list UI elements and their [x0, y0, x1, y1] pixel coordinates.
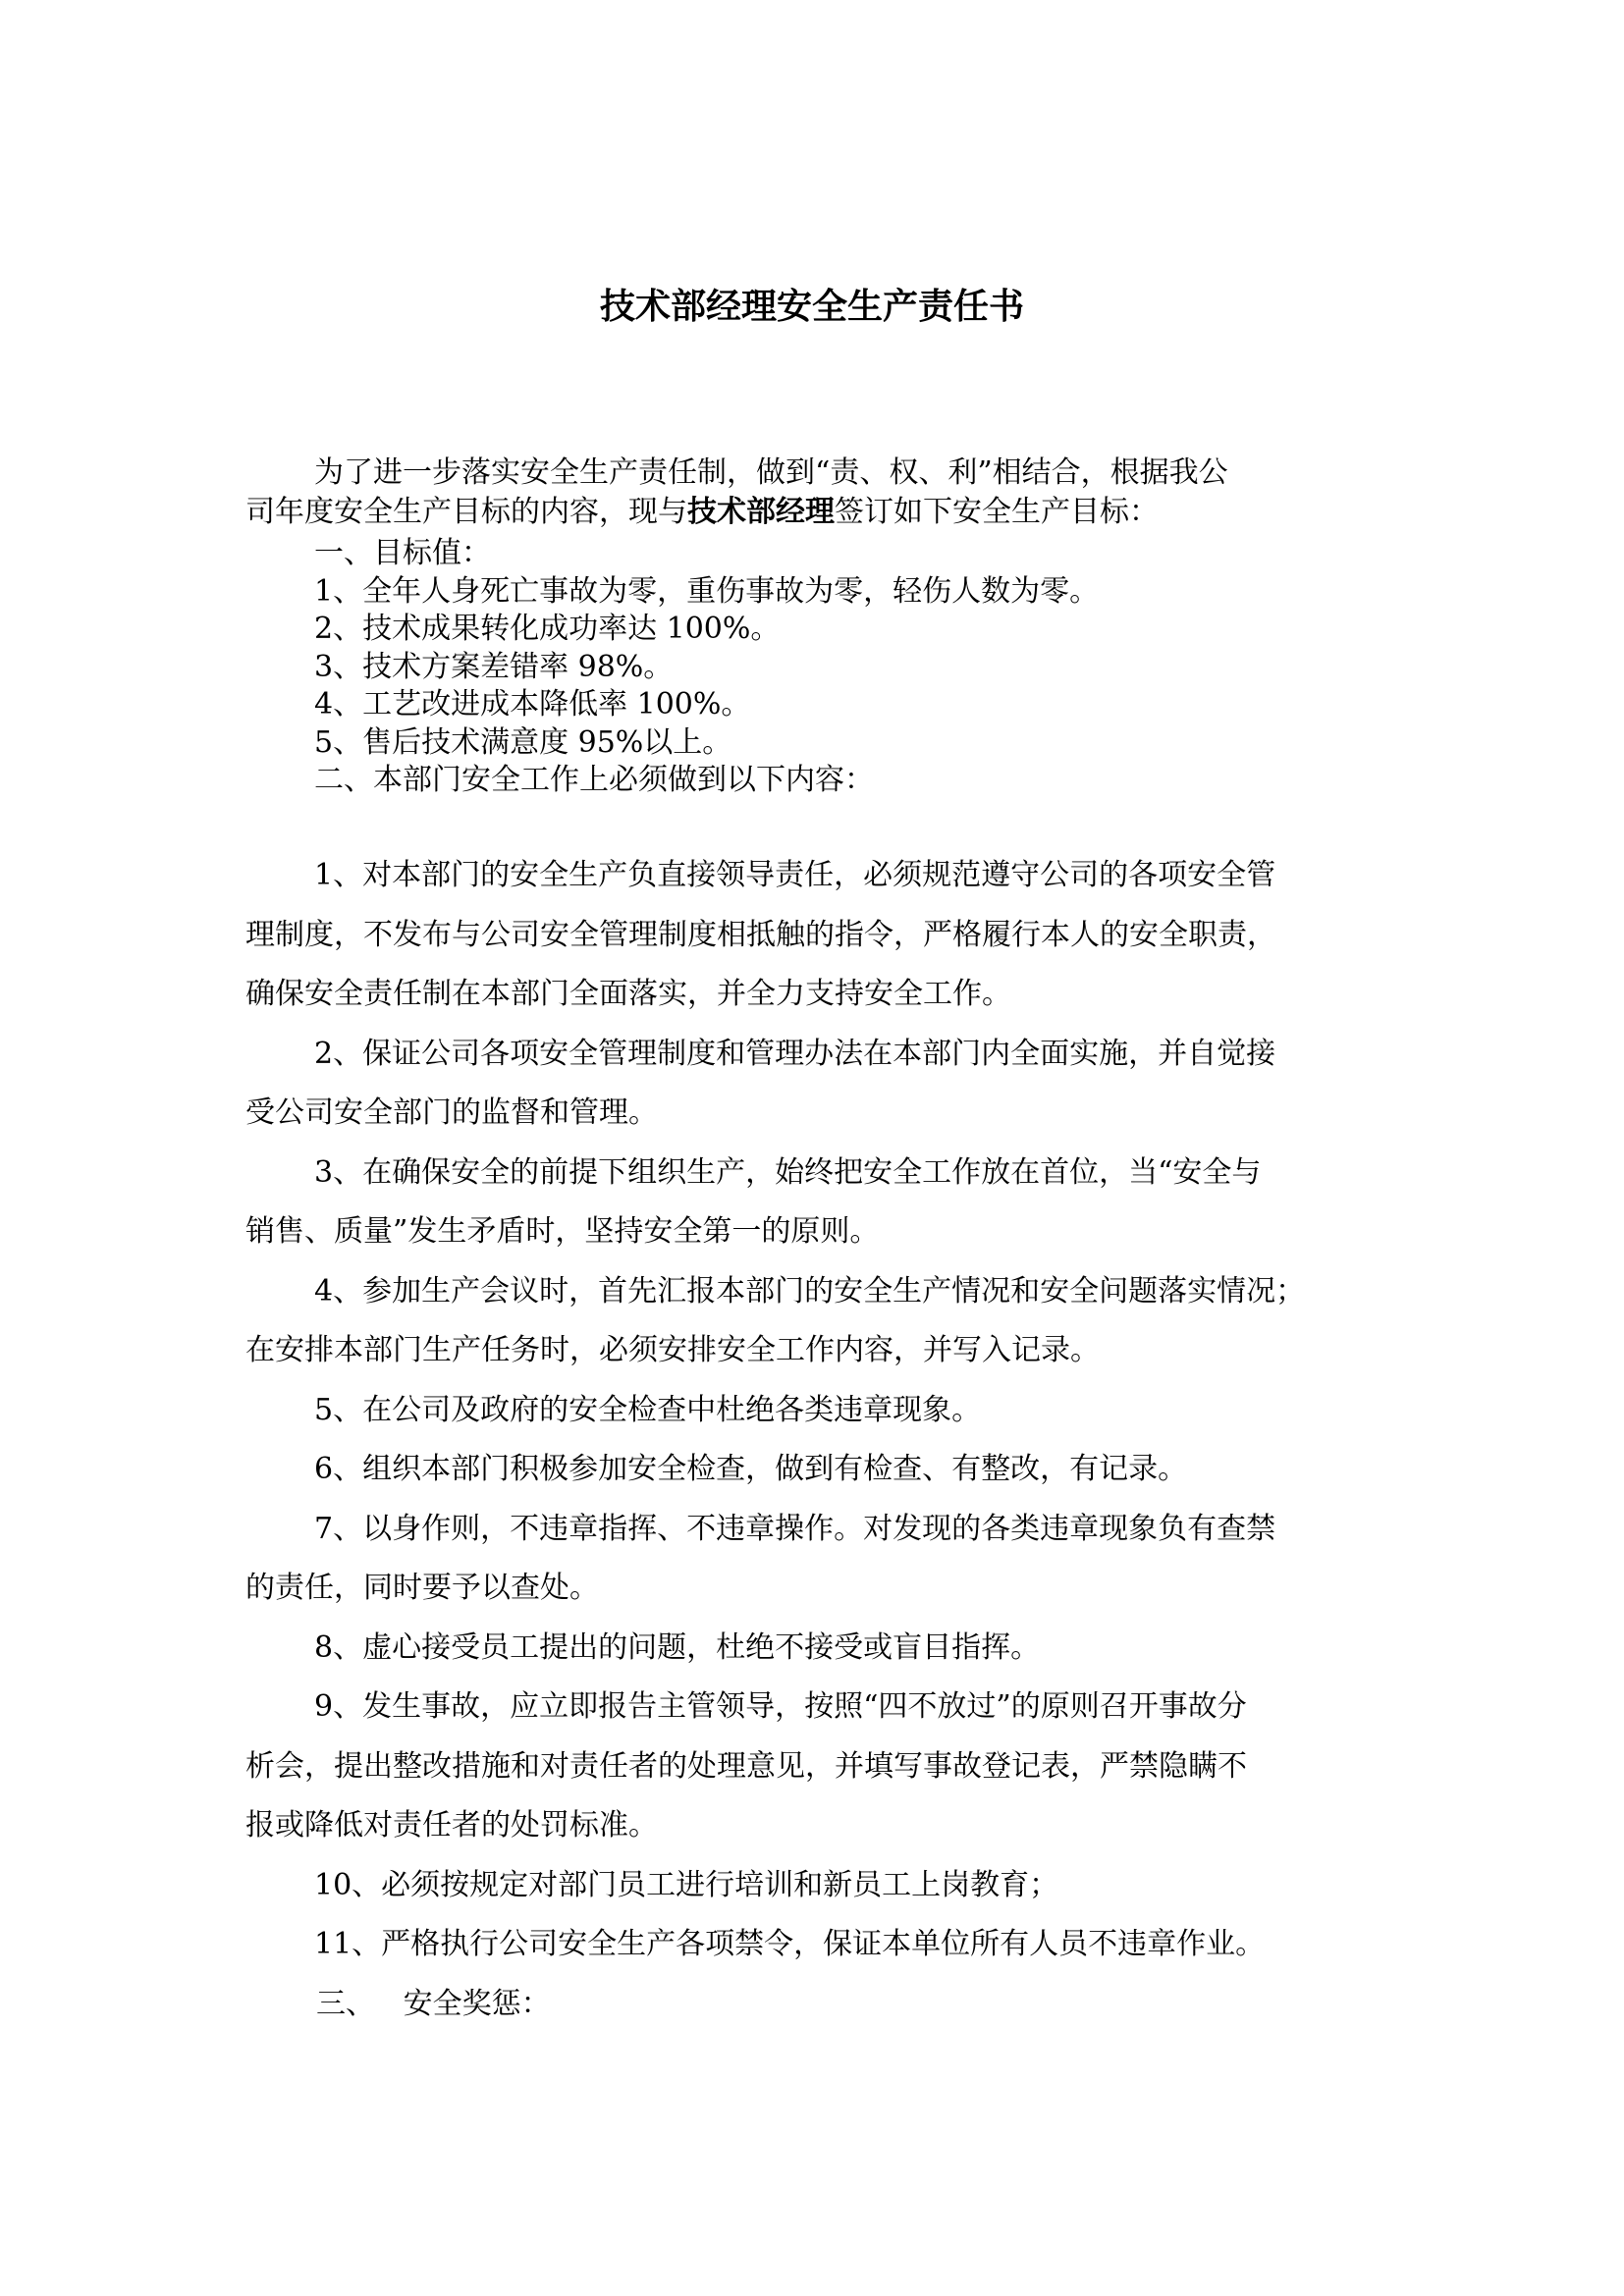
duty-line: 在安排本部门生产任务时，必须安排安全工作内容，并写入记录。	[245, 1333, 1100, 1367]
duty-line: 销售、质量”发生矛盾时，坚持安全第一的原则。	[245, 1214, 880, 1249]
duty-line: 析会，提出整改措施和对责任者的处理意见，并填写事故登记表，严禁隐瞒不	[245, 1748, 1247, 1784]
section-targets	[245, 535, 1394, 800]
duty-line: 2、保证公司各项安全管理制度和管理办法在本部门内全面实施，并自觉接	[314, 1036, 1276, 1071]
duty-line: 10、必须按规定对部门员工进行培训和新员工上岗教育；	[314, 1867, 1059, 1902]
section-3-heading: 三、 安全奖惩：	[316, 1986, 551, 2021]
duty-line: 6、组织本部门积极参加安全检查，做到有检查、有整改，有记录。	[314, 1452, 1188, 1486]
duty-line: 8、虚心接受员工提出的问题，杜绝不接受或盲目指挥。	[314, 1629, 1041, 1665]
page-title: 技术部经理安全生产责任书	[599, 286, 1024, 327]
target-item: 1、全年人身死亡事故为零，重伤事故为零，轻伤人数为零。	[314, 573, 1100, 609]
duty-line: 7、以身作则，不违章指挥、不违章操作。对发现的各类违章现象负有查禁	[314, 1511, 1276, 1546]
intro-bold-position: 技术部经理	[687, 495, 835, 529]
duty-line: 9、发生事故，应立即报告主管领导，按照“四不放过”的原则召开事故分	[314, 1689, 1247, 1724]
duty-line: 理制度，不发布与公司安全管理制度相抵触的指令，严格履行本人的安全职责，	[245, 917, 1276, 952]
duty-line: 4、参加生产会议时，首先汇报本部门的安全生产情况和安全问题落实情况；	[314, 1273, 1306, 1308]
section-duties	[245, 846, 1394, 2034]
duty-line: 11、严格执行公司安全生产各项禁令，保证本单位所有人员不违章作业。	[314, 1927, 1266, 1961]
intro-line-1: 为了进一步落实安全生产责任制，做到“责、权、利”相结合，根据我公	[314, 455, 1228, 490]
duty-line: 5、在公司及政府的安全检查中杜绝各类违章现象。	[314, 1392, 982, 1427]
duty-line: 报或降低对责任者的处罚标准。	[245, 1808, 658, 1842]
duty-line: 1、对本部门的安全生产负直接领导责任，必须规范遵守公司的各项安全管	[314, 858, 1276, 892]
target-item: 3、技术方案差错率 98%。	[314, 649, 674, 684]
section-2-heading: 二、本部门安全工作上必须做到以下内容：	[314, 763, 874, 797]
duty-line: 3、在确保安全的前提下组织生产，始终把安全工作放在首位，当“安全与	[314, 1154, 1262, 1190]
section-1-heading: 一、目标值：	[314, 536, 491, 570]
target-item: 4、工艺改进成本降低率 100%。	[314, 687, 751, 721]
intro-line-2-end: 签订如下安全生产目标：	[835, 495, 1159, 529]
target-item: 2、技术成果转化成功率达 100%。	[314, 612, 781, 646]
duty-line: 的责任，同时要予以查处。	[245, 1571, 599, 1605]
target-item: 5、售后技术满意度 95%以上。	[314, 724, 732, 760]
duty-line: 受公司安全部门的监督和管理。	[245, 1095, 658, 1130]
intro-line-2	[245, 493, 1394, 532]
intro-line-2-start: 司年度安全生产目标的内容，现与	[245, 495, 687, 529]
duty-line: 确保安全责任制在本部门全面落实，并全力支持安全工作。	[245, 977, 1011, 1011]
intro-paragraph	[245, 454, 1394, 532]
